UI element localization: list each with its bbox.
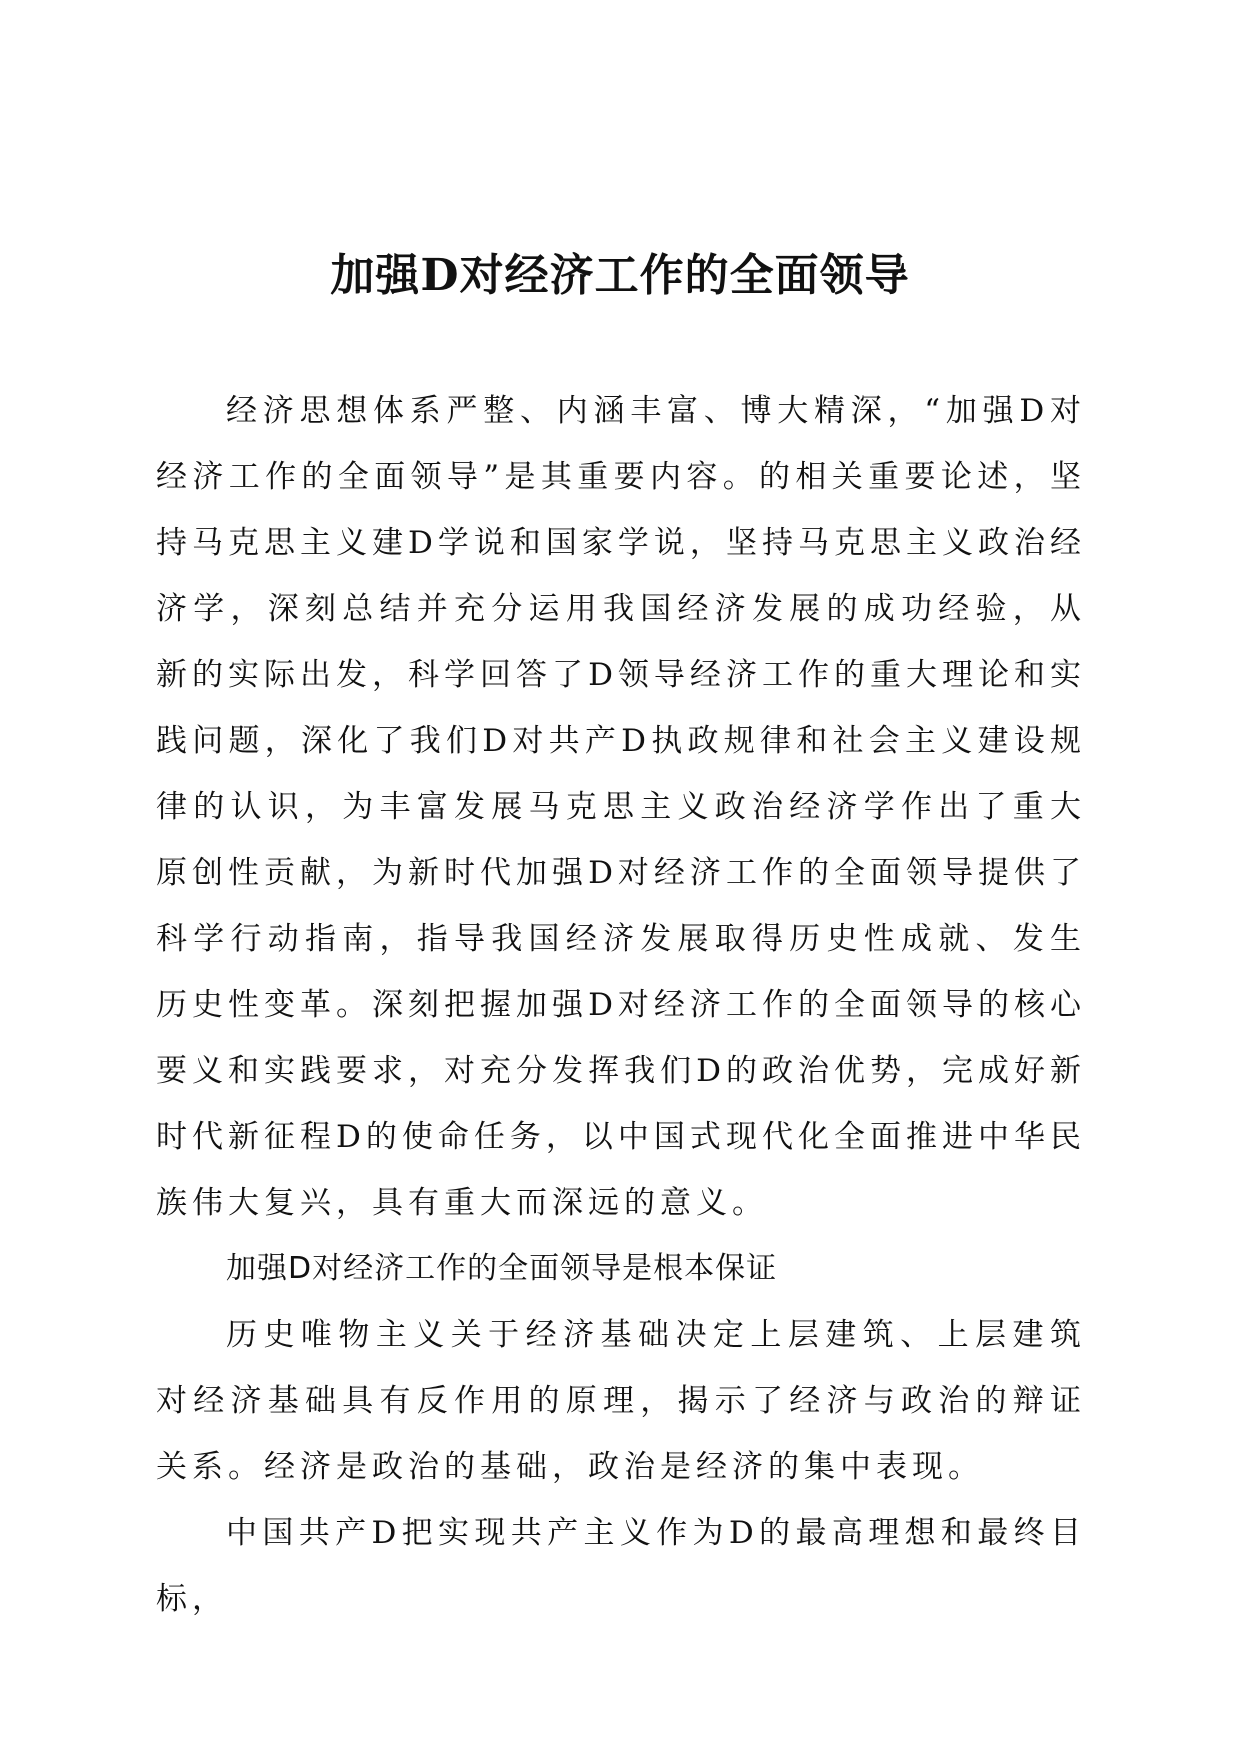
intro-paragraph: 经济思想体系严整、内涵丰富、博大精深，“加强D对经济工作的全面领导”是其重要内容。的相关重要论述，坚持马克思主义建D学说和国家学说，坚持马克思主义政治经济学，深刻总结并充分运用我国经济发展的成功经验，从新的实际出发，科学回答了D领导经济工作的重大理论和实践问题，深化了我们D对共产D执政规律和社会主义建设规律的认识，为丰富发展马克思主义政治经济学作出了重大原创性贡献，为新时代加强D对经济工作的全面领导提供了科学行动指南，指导我国经济发展取得历史性成就、发生历史性变革。深刻把握加强D对经济工作的全面领导的核心要义和实践要求，对充分发挥我们D的政治优势，完成好新时代新征程D的使命任务，以中国式现代化全面推进中华民族伟大复兴，具有重大而深远的意义。 [156, 393, 1086, 1221]
document-body [156, 378, 1086, 1632]
section-heading: 加强D对经济工作的全面领导是根本保证 [226, 1251, 778, 1286]
section-paragraph: 历史唯物主义关于经济基础决定上层建筑、上层建筑对经济基础具有反作用的原理，揭示了经济与政治的辩证关系。经济是政治的基础，政治是经济的集中表现。 [156, 1317, 1086, 1485]
document-title: 加强D对经济工作的全面领导 [330, 250, 910, 301]
section-paragraph: 中国共产D把实现共产主义作为D的最高理想和最终目标， [156, 1515, 1086, 1617]
